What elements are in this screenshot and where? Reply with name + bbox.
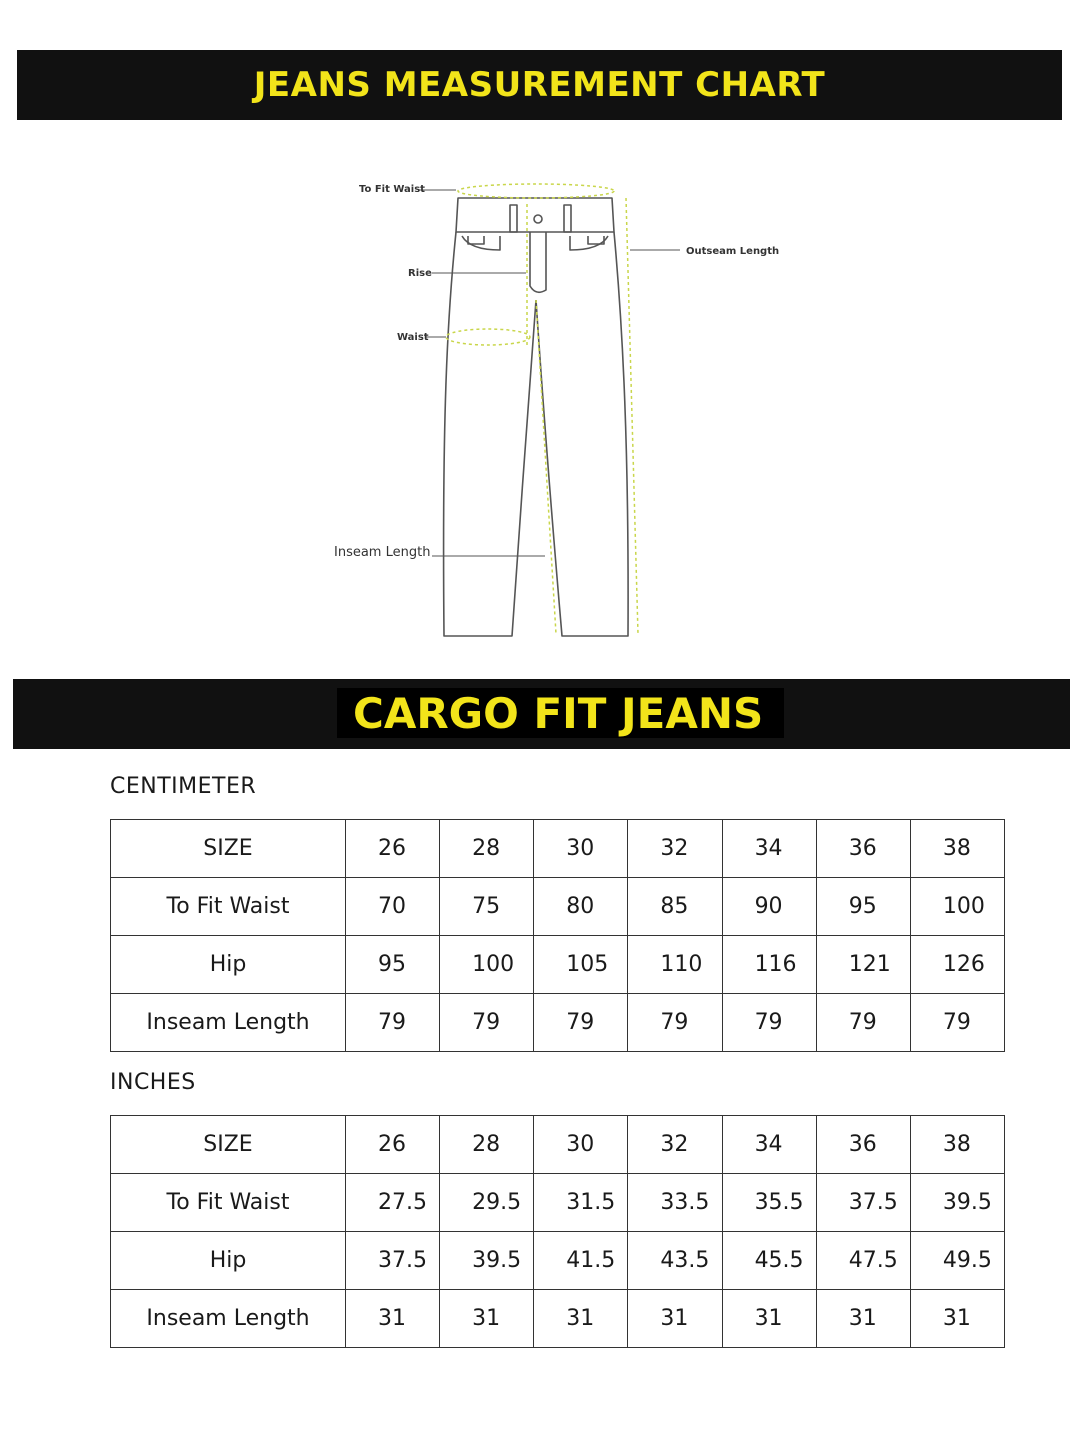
row-header: Inseam Length (111, 1290, 346, 1348)
table-cell: 45.5 (722, 1232, 816, 1290)
table-cell: 49.5 (910, 1232, 1004, 1290)
table-cell: 80 (534, 878, 628, 936)
label-rise: Rise (408, 268, 432, 279)
table-cell: 121 (816, 936, 910, 994)
jeans-outline (444, 198, 629, 636)
table-cell: 39.5 (910, 1174, 1004, 1232)
table-row (111, 1290, 1005, 1348)
table-cell: 100 (910, 878, 1004, 936)
table-cell: 126 (910, 936, 1004, 994)
table-cell: 33.5 (628, 1174, 722, 1232)
table-cell: 79 (816, 994, 910, 1052)
label-outseam-length: Outseam Length (686, 246, 780, 257)
table-row (111, 994, 1005, 1052)
page-title: JEANS MEASUREMENT CHART (253, 65, 826, 105)
table-cell: 27.5 (346, 1174, 440, 1232)
table-row (111, 1232, 1005, 1290)
table-cell: 29.5 (440, 1174, 534, 1232)
table-cell: 31 (722, 1290, 816, 1348)
table-cell: 37.5 (346, 1232, 440, 1290)
table-cell: 95 (346, 936, 440, 994)
table-cell: 31 (346, 1290, 440, 1348)
table-cell: 75 (440, 878, 534, 936)
table-cell: 38 (910, 1116, 1004, 1174)
table-cell: 79 (722, 994, 816, 1052)
table-cell: 85 (628, 878, 722, 936)
table-cell: 100 (440, 936, 534, 994)
table-cell: 37.5 (816, 1174, 910, 1232)
table-row (111, 820, 1005, 878)
table-cell: 38 (910, 820, 1004, 878)
table-cell: 31 (816, 1290, 910, 1348)
table-row (111, 878, 1005, 936)
measure-guides (446, 184, 638, 634)
table-cell: 31.5 (534, 1174, 628, 1232)
table-cell: 34 (722, 820, 816, 878)
table-cell: 31 (440, 1290, 534, 1348)
table-cell: 36 (816, 1116, 910, 1174)
table-cell: 26 (346, 820, 440, 878)
table-cell: 90 (722, 878, 816, 936)
table-cell: 79 (628, 994, 722, 1052)
table-cell: 79 (346, 994, 440, 1052)
table-cell: 116 (722, 936, 816, 994)
table-row (111, 1116, 1005, 1174)
table-row (111, 936, 1005, 994)
row-header: To Fit Waist (111, 878, 346, 936)
table-cell: 39.5 (440, 1232, 534, 1290)
table-cell: 28 (440, 1116, 534, 1174)
diagram-labels (334, 184, 779, 560)
inches-table (110, 1115, 1005, 1348)
table-cell: 31 (628, 1290, 722, 1348)
centimeter-label: CENTIMETER (110, 774, 257, 799)
table-cell: 32 (628, 820, 722, 878)
table-cell: 36 (816, 820, 910, 878)
label-inseam-length: Inseam Length (334, 545, 431, 560)
label-to-fit-waist: To Fit Waist (359, 184, 425, 195)
table-cell: 26 (346, 1116, 440, 1174)
table-cell: 43.5 (628, 1232, 722, 1290)
row-header: To Fit Waist (111, 1174, 346, 1232)
table-cell: 79 (440, 994, 534, 1052)
table-cell: 110 (628, 936, 722, 994)
row-header: Hip (111, 936, 346, 994)
row-header: Hip (111, 1232, 346, 1290)
inches-label: INCHES (110, 1070, 196, 1095)
row-header: SIZE (111, 1116, 346, 1174)
table-cell: 47.5 (816, 1232, 910, 1290)
table-row (111, 1174, 1005, 1232)
row-header: Inseam Length (111, 994, 346, 1052)
table-cell: 79 (910, 994, 1004, 1052)
table-cell: 35.5 (722, 1174, 816, 1232)
table-cell: 41.5 (534, 1232, 628, 1290)
section-title: CARGO FIT JEANS (353, 689, 764, 738)
section-banner (13, 679, 1070, 749)
jeans-diagram (320, 165, 790, 655)
centimeter-table (110, 819, 1005, 1052)
table-cell: 31 (910, 1290, 1004, 1348)
table-cell: 30 (534, 1116, 628, 1174)
label-waist: Waist (397, 332, 429, 343)
table-cell: 34 (722, 1116, 816, 1174)
table-cell: 31 (534, 1290, 628, 1348)
table-cell: 79 (534, 994, 628, 1052)
table-cell: 105 (534, 936, 628, 994)
row-header: SIZE (111, 820, 346, 878)
table-cell: 30 (534, 820, 628, 878)
table-cell: 70 (346, 878, 440, 936)
table-cell: 28 (440, 820, 534, 878)
table-cell: 32 (628, 1116, 722, 1174)
diagram-leader-lines (418, 190, 680, 556)
table-cell: 95 (816, 878, 910, 936)
header-banner (17, 50, 1062, 120)
